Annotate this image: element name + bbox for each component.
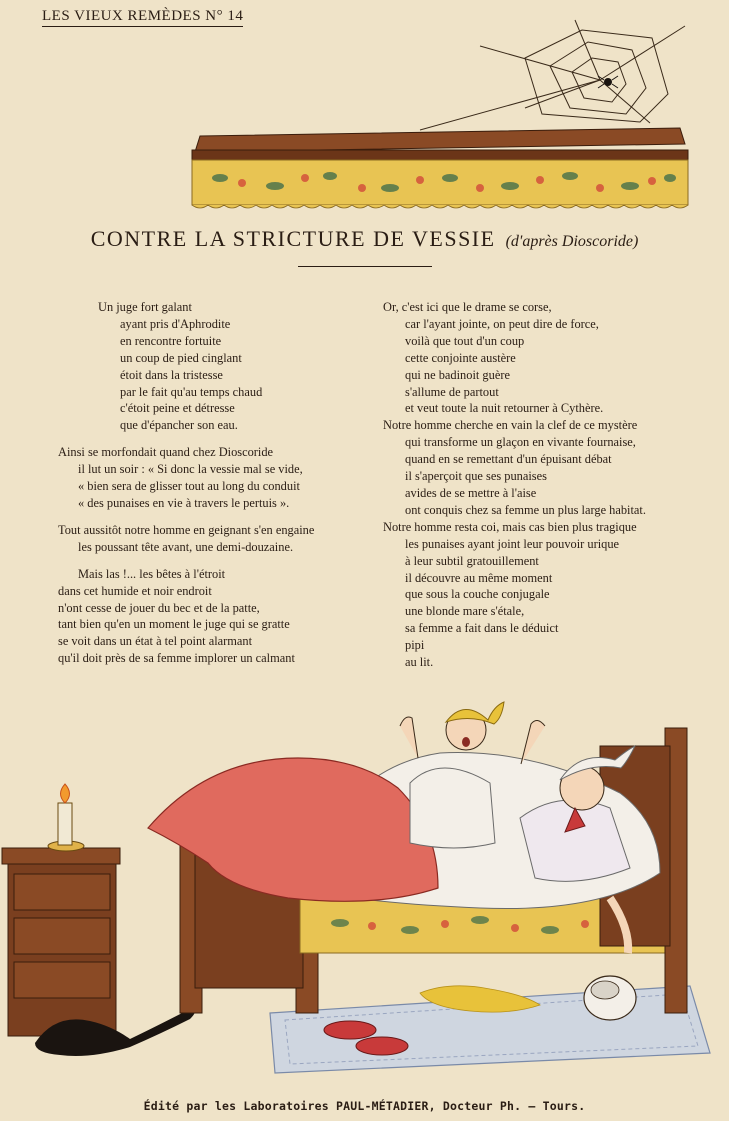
verse-line: que sous la couche conjugale bbox=[405, 587, 550, 602]
verse-line: s'allume de partout bbox=[405, 384, 499, 399]
verse-line: les punaises ayant joint leur pouvoir urique bbox=[405, 536, 620, 551]
verse-line: au lit. bbox=[405, 655, 434, 670]
verse-line: se voit dans un état à tel point alarmant bbox=[58, 634, 253, 649]
verse-line: voilà que tout d'un coup bbox=[405, 333, 525, 348]
verse-line: ayant pris d'Aphrodite bbox=[120, 316, 231, 331]
verse-line: n'ont cesse de jouer du bec et de la patte, bbox=[58, 600, 260, 615]
verse-line: qui transforme un glaçon en vivante fournaise, bbox=[405, 435, 636, 450]
verse-line: sa femme a fait dans le déduict bbox=[405, 621, 559, 636]
verse-line: ont conquis chez sa femme un plus large habitat. bbox=[405, 502, 646, 517]
verse-line: un coup de pied cinglant bbox=[120, 350, 242, 365]
bedroom-scene-illustration bbox=[0, 668, 729, 1088]
verse-line: pipi bbox=[405, 638, 425, 653]
stanza-left-1 bbox=[58, 299, 368, 434]
series-label: LES VIEUX REMÈDES N° 14 bbox=[42, 8, 243, 27]
verse-line: « bien sera de glisser tout au long du conduit bbox=[78, 479, 300, 494]
stanza-right-3 bbox=[383, 519, 683, 671]
verse-line: étoit dans la tristesse bbox=[120, 367, 223, 382]
title-main: CONTRE LA STRICTURE DE VESSIE bbox=[90, 226, 496, 251]
verse-line: il lut un soir : « Si donc la vessie mal se vide, bbox=[78, 462, 303, 477]
poem-right-column bbox=[383, 299, 683, 681]
verse-line: que d'épancher son eau. bbox=[120, 418, 238, 433]
verse-line: avides de se mettre à l'aise bbox=[405, 485, 537, 500]
verse-line: « des punaises en vie à travers le pertuis ». bbox=[78, 495, 290, 510]
nightstand-left bbox=[2, 848, 120, 1036]
verse-line: une blonde mare s'étale, bbox=[405, 604, 525, 619]
verse-line: dans cet humide et noir endroit bbox=[58, 583, 212, 598]
stanza-left-3 bbox=[58, 522, 368, 556]
verse-line: cette conjointe austère bbox=[405, 350, 516, 365]
slipper bbox=[356, 1037, 408, 1055]
verse-line: les poussant tête avant, une demi-douzaine. bbox=[78, 539, 294, 554]
poem-left-column bbox=[58, 299, 368, 677]
verse-line: tant bien qu'en un moment le juge qui se gratte bbox=[58, 617, 290, 632]
title-subtitle: (d'après Dioscoride) bbox=[505, 233, 639, 250]
publisher-footer: Édité par les Laboratoires PAUL-MÉTADIER, Docteur Ph. — Tours. bbox=[143, 1099, 586, 1113]
spider-icon bbox=[598, 76, 618, 88]
verse-line: car l'ayant jointe, on peut dire de force, bbox=[405, 316, 599, 331]
page-title bbox=[0, 226, 729, 252]
verse-line: Tout aussitôt notre homme en geignant s'en engaine bbox=[58, 522, 315, 537]
stanza-right-2 bbox=[383, 417, 683, 518]
verse-line: et veut toute la nuit retourner à Cythère. bbox=[405, 401, 604, 416]
verse-line: quand en se remettant d'un épuisant débat bbox=[405, 452, 612, 467]
verse-line: qui ne badinoit guère bbox=[405, 367, 510, 382]
spider-web-icon bbox=[420, 20, 685, 130]
slipper bbox=[324, 1021, 376, 1039]
verse-line: il s'aperçoit que ses punaises bbox=[405, 469, 547, 484]
verse-line: en rencontre fortuite bbox=[120, 333, 222, 348]
verse-line: par le fait qu'au temps chaud bbox=[120, 384, 263, 399]
candle-icon bbox=[48, 784, 84, 851]
verse-line: c'étoit peine et détresse bbox=[120, 401, 235, 416]
verse-line: à leur subtil gratouillement bbox=[405, 553, 539, 568]
verse-line: Un juge fort galant bbox=[98, 300, 192, 314]
verse-line: Notre homme cherche en vain la clef de ce mystère bbox=[383, 418, 638, 433]
verse-line: Notre homme resta coi, mais cas bien plus tragique bbox=[383, 519, 637, 534]
stanza-right-1 bbox=[383, 299, 683, 417]
bed-canopy-illustration bbox=[180, 18, 700, 213]
verse-line: Mais las !... les bêtes à l'étroit bbox=[78, 566, 226, 581]
verse-line: Ainsi se morfondait quand chez Dioscoride bbox=[58, 445, 274, 460]
verse-line: il découvre au même moment bbox=[405, 570, 553, 585]
stanza-left-4 bbox=[58, 566, 368, 667]
verse-line: Or, c'est ici que le drame se corse, bbox=[383, 300, 552, 314]
stanza-left-2 bbox=[58, 444, 368, 512]
chamber-pot bbox=[584, 976, 636, 1020]
verse-line: qu'il doit près de sa femme implorer un calmant bbox=[58, 651, 295, 666]
title-divider bbox=[298, 266, 432, 267]
